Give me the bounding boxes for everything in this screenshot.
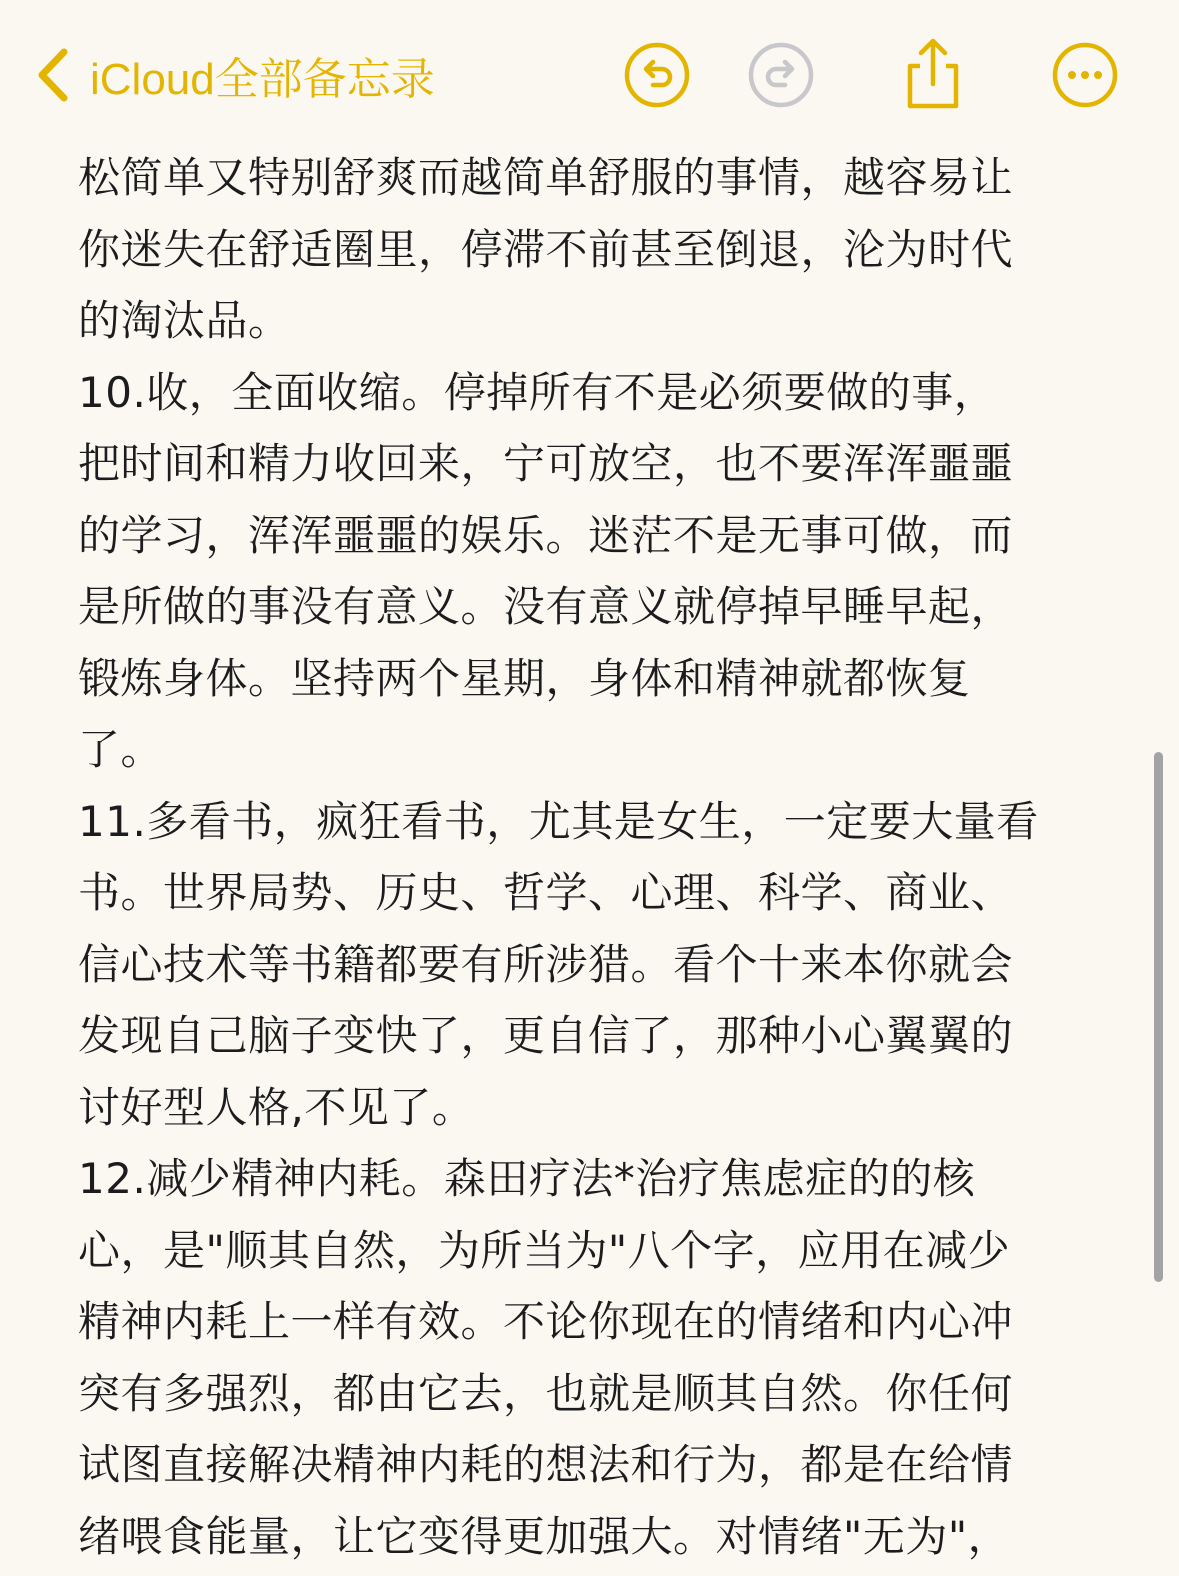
chevron-left-icon — [30, 42, 76, 108]
note-line: 把时间和精力收回来，宁可放空，也不要浑浑噩噩 — [78, 439, 1014, 488]
back-button[interactable] — [30, 42, 435, 108]
note-line: 突有多强烈，都由它去，也就是顺其自然。你任何 — [78, 1368, 1014, 1418]
note-line: 松简单又特别舒爽而越简单舒服的事情，越容易让 — [78, 153, 1014, 202]
more-icon[interactable] — [1050, 40, 1120, 110]
share-icon[interactable] — [898, 36, 968, 112]
note-line: 了。 — [78, 725, 164, 774]
navigation-bar — [0, 0, 1179, 140]
note-line: 的淘汰品。 — [78, 296, 291, 345]
note-line: 试图直接解决精神内耗的想法和行为，都是在给情 — [78, 1440, 1014, 1489]
vertical-scrollbar[interactable] — [1154, 752, 1163, 1282]
redo-icon[interactable] — [746, 40, 816, 110]
note-line: 你迷失在舒适圈里，停滞不前甚至倒退，沦为时代 — [78, 224, 1014, 274]
note-line: 锻炼身体。坚持两个星期，身体和精神就都恢复 — [78, 653, 971, 703]
note-line: 绪喂食能量，让它变得更加强大。对情绪"无为"， — [78, 1511, 1011, 1561]
note-line: 书。世界局势、历史、哲学、心理、科学、商业、 — [78, 868, 1014, 917]
undo-icon[interactable] — [622, 40, 692, 110]
note-line: 的学习，浑浑噩噩的娱乐。迷茫不是无事可做，而 — [78, 510, 1014, 560]
note-line: 10.收，全面收缩。停掉所有不是必须要做的事， — [78, 367, 997, 417]
back-button-label: iCloud全部备忘录 — [90, 55, 435, 104]
note-line: 是所做的事没有意义。没有意义就停掉早睡早起， — [78, 582, 1014, 631]
note-line: 11.多看书，疯狂看书，尤其是女生，一定要大量看 — [78, 796, 1039, 846]
note-line: 12.减少精神内耗。森田疗法*治疗焦虑症的的核 — [78, 1154, 976, 1203]
note-line: 心，是"顺其自然，为所当为"八个字，应用在减少 — [78, 1225, 1011, 1275]
note-line: 发现自己脑子变快了，更自信了，那种小心翼翼的 — [78, 1011, 1014, 1060]
note-line: 精神内耗上一样有效。不论你现在的情绪和内心冲 — [78, 1297, 1014, 1346]
note-line: 讨好型人格,不见了。 — [78, 1082, 475, 1132]
note-line: 信心技术等书籍都要有所涉猎。看个十来本你就会 — [78, 939, 1014, 989]
note-body[interactable] — [78, 142, 1103, 1572]
